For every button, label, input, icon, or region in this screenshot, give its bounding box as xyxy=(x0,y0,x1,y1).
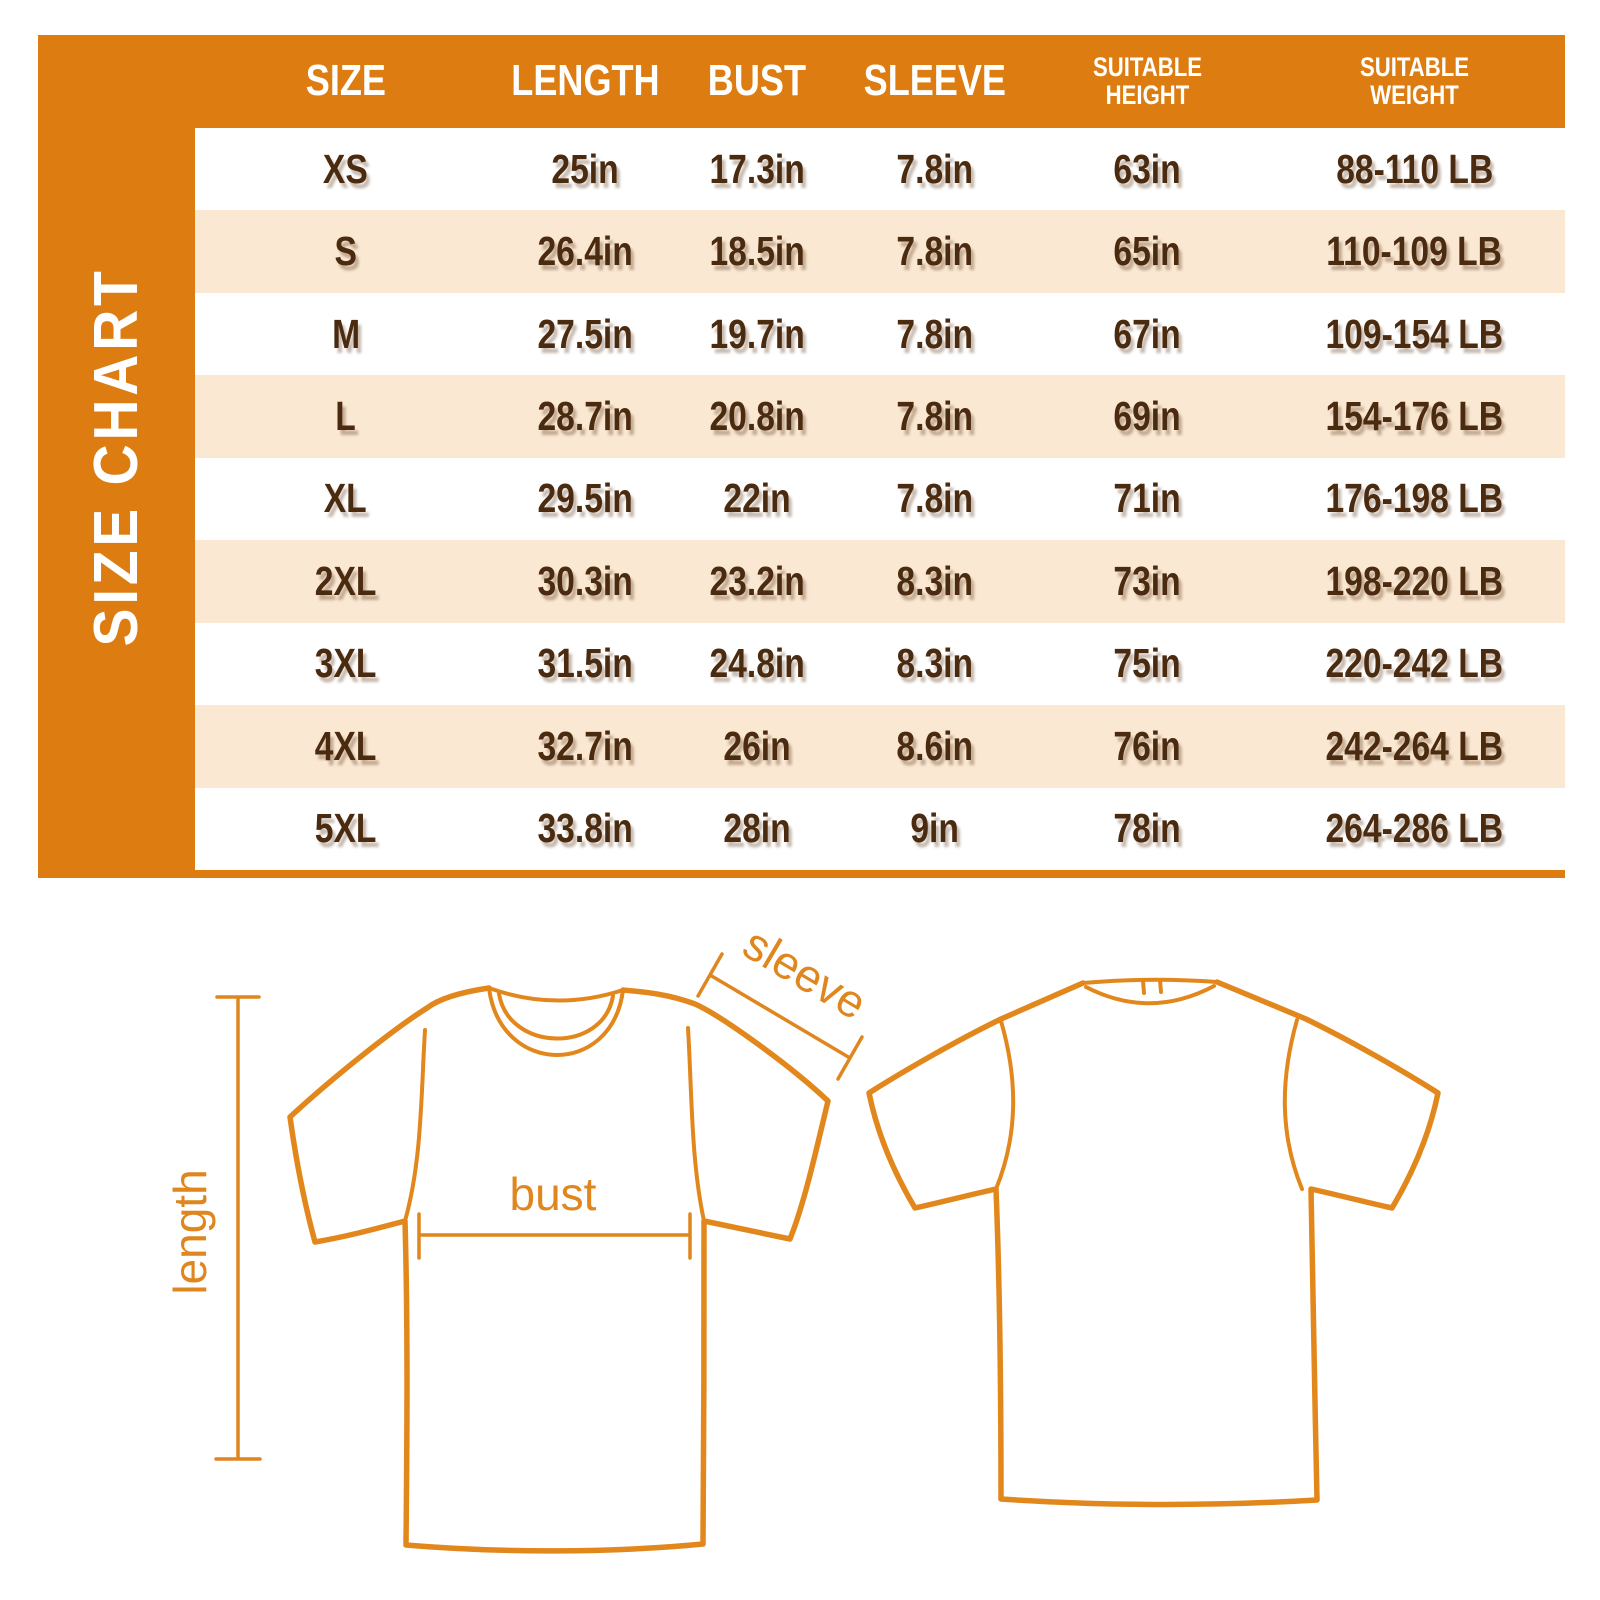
cell-height: 75in xyxy=(1113,640,1181,687)
length-label: length xyxy=(164,1169,216,1295)
cell-sleeve: 7.8in xyxy=(896,310,974,357)
cell-length: 25in xyxy=(551,145,620,192)
table-row xyxy=(195,210,1565,292)
table-body xyxy=(195,128,1565,870)
cell-height: 69in xyxy=(1113,393,1181,440)
column-header-sleeve xyxy=(839,56,1031,106)
cell-bust: 24.8in xyxy=(709,640,805,687)
cell-weight: 242-264 LB xyxy=(1325,722,1504,769)
table-row xyxy=(195,705,1565,787)
size-chart-panel xyxy=(38,35,1565,878)
cell-height: 76in xyxy=(1113,722,1181,769)
cell-bust: 20.8in xyxy=(709,393,805,440)
cell-bust: 17.3in xyxy=(709,145,805,192)
cell-length: 32.7in xyxy=(537,722,634,769)
column-header-suitable-height: SUITABLE HEIGHT xyxy=(1092,51,1202,110)
header-label: SUITABLE xyxy=(1359,51,1469,82)
column-header-size xyxy=(195,56,496,106)
cell-bust: 22in xyxy=(723,475,791,522)
sleeve-measure xyxy=(698,917,876,1079)
cell-height: 78in xyxy=(1113,805,1181,852)
cell-weight: 154-176 LB xyxy=(1325,393,1504,440)
front-tee-drawing xyxy=(290,988,828,1551)
page-title: SIZE CHART xyxy=(82,266,151,647)
cell-length: 29.5in xyxy=(537,475,634,522)
table-header-row xyxy=(195,35,1565,128)
cell-sleeve: 7.8in xyxy=(896,145,974,192)
table-row xyxy=(195,128,1565,210)
cell-bust: 28in xyxy=(723,805,791,852)
cell-bust: 18.5in xyxy=(709,228,805,275)
cell-size: M xyxy=(331,310,360,357)
cell-weight: 198-220 LB xyxy=(1325,557,1504,604)
cell-bust: 19.7in xyxy=(709,310,805,357)
cell-weight: 220-242 LB xyxy=(1325,640,1504,687)
bust-label: bust xyxy=(509,1168,597,1220)
cell-size: XL xyxy=(324,475,368,522)
header-label: LENGTH xyxy=(511,56,660,106)
cell-weight: 88-110 LB xyxy=(1335,145,1493,192)
cell-sleeve: 8.3in xyxy=(896,640,974,687)
table-row xyxy=(195,293,1565,375)
cell-sleeve: 8.6in xyxy=(896,722,974,769)
table-row xyxy=(195,458,1565,540)
cell-sleeve: 7.8in xyxy=(896,393,974,440)
table-row xyxy=(195,375,1565,457)
cell-size: S xyxy=(334,228,357,275)
cell-sleeve: 7.8in xyxy=(896,475,974,522)
cell-size: 5XL xyxy=(314,805,377,852)
cell-weight: 264-286 LB xyxy=(1325,805,1504,852)
cell-length: 31.5in xyxy=(537,640,634,687)
cell-size: 2XL xyxy=(314,557,377,604)
header-label: SLEEVE xyxy=(863,56,1006,106)
length-measure xyxy=(164,997,260,1459)
header-label: SUITABLE xyxy=(1092,51,1202,82)
cell-size: L xyxy=(335,393,356,440)
table-row xyxy=(195,540,1565,622)
cell-height: 71in xyxy=(1113,475,1181,522)
column-header-length xyxy=(496,56,674,106)
tshirt-diagram-svg xyxy=(0,880,1600,1600)
cell-height: 63in xyxy=(1113,145,1181,192)
column-header-suitable-weight: SUITABLE WEIGHT xyxy=(1359,51,1469,110)
header-label: BUST xyxy=(707,56,806,106)
table-row xyxy=(195,623,1565,705)
cell-bust: 26in xyxy=(723,722,791,769)
cell-height: 73in xyxy=(1113,557,1181,604)
cell-height: 65in xyxy=(1113,228,1181,275)
back-tee-drawing xyxy=(869,980,1438,1505)
cell-sleeve: 8.3in xyxy=(896,557,974,604)
column-header-bust xyxy=(674,56,838,106)
cell-sleeve: 9in xyxy=(910,805,960,852)
cell-length: 26.4in xyxy=(537,228,634,275)
cell-weight: 109-154 LB xyxy=(1325,310,1504,357)
header-label: SIZE xyxy=(305,56,386,106)
cell-length: 33.8in xyxy=(537,805,634,852)
cell-size: 4XL xyxy=(314,722,377,769)
cell-length: 27.5in xyxy=(537,310,634,357)
cell-height: 67in xyxy=(1113,310,1181,357)
cell-sleeve: 7.8in xyxy=(896,228,974,275)
size-table xyxy=(195,35,1565,878)
measurement-diagram xyxy=(0,880,1600,1600)
sleeve-label: sleeve xyxy=(734,917,876,1030)
bust-measure xyxy=(419,1168,690,1258)
cell-size: XS xyxy=(323,145,369,192)
cell-weight: 110-109 LB xyxy=(1326,228,1503,275)
table-row xyxy=(195,788,1565,870)
cell-length: 28.7in xyxy=(537,393,634,440)
cell-size: 3XL xyxy=(314,640,377,687)
cell-weight: 176-198 LB xyxy=(1325,475,1504,522)
cell-bust: 23.2in xyxy=(709,557,805,604)
cell-length: 30.3in xyxy=(537,557,634,604)
sidebar-title-bar xyxy=(38,35,195,878)
